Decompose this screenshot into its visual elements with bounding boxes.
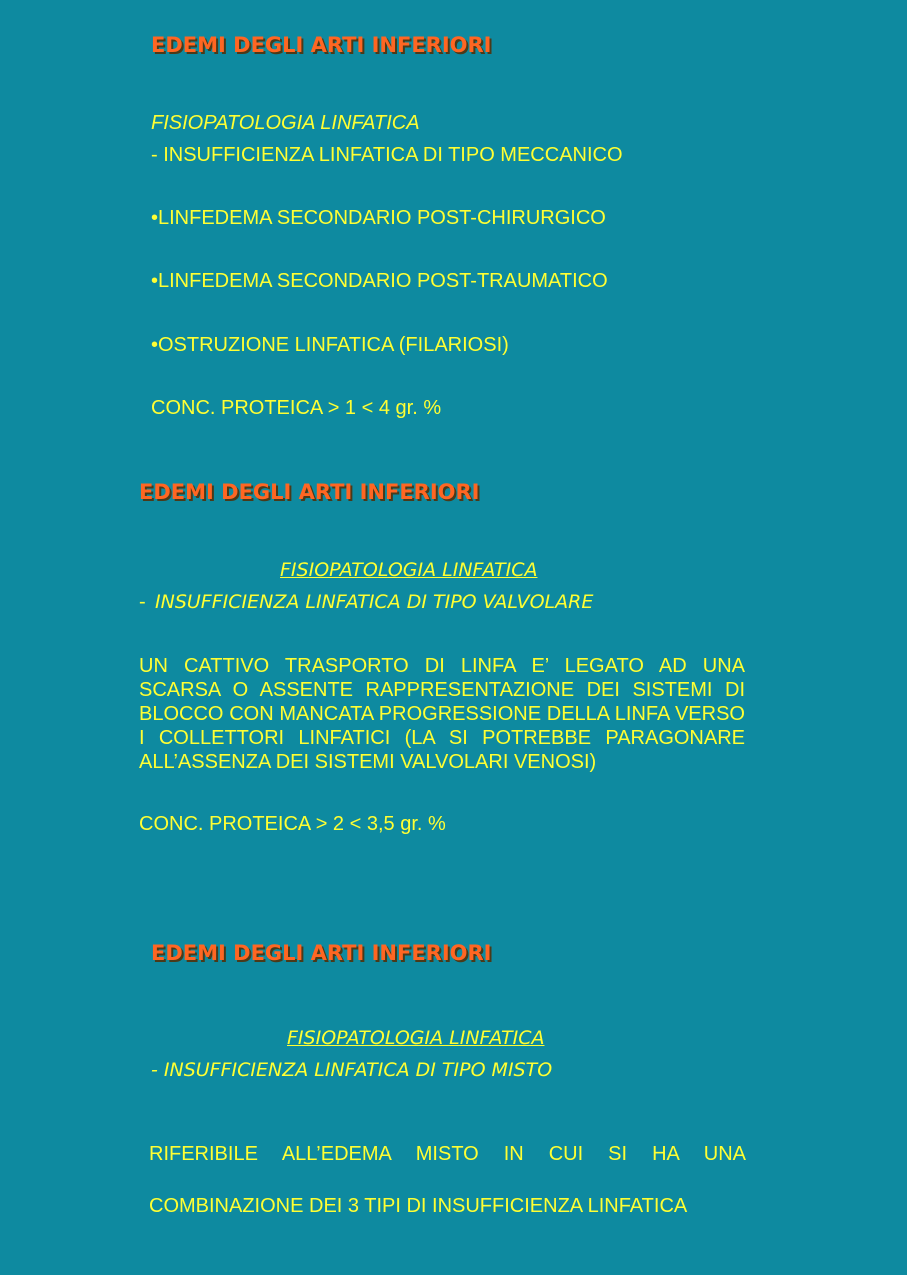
slide-3-paragraph-text: RIFERIBILE ALL’EDEMA MISTO IN CUI SI HA UNA: [149, 1143, 746, 1165]
slide-1-bullet-2: •LINFEDEMA SECONDARIO POST-TRAUMATICO: [151, 270, 608, 292]
slide-3-heading: - INSUFFICIENZA LINFATICA DI TIPO MISTO: [151, 1059, 553, 1081]
slide-1-heading: - INSUFFICIENZA LINFATICA DI TIPO MECCANICO: [151, 144, 623, 166]
slide-2-paragraph-line: ALL’ASSENZA DEI SISTEMI VALVOLARI VENOSI): [139, 751, 597, 773]
slide-2-subtitle: FISIOPATOLOGIA LINFATICA: [280, 559, 538, 581]
slide-2-paragraph-line: BLOCCO CON MANCATA PROGRESSIONE DELLA LINFA VERSO: [139, 703, 745, 725]
slide-2-paragraph-line: UN CATTIVO TRASPORTO DI LINFA E’ LEGATO AD UNA: [139, 655, 745, 677]
slide-2-paragraph-line: SCARSA O ASSENTE RAPPRESENTAZIONE DEI SISTEMI DI: [139, 679, 745, 701]
slide-3-title: EDEMI DEGLI ARTI INFERIORI: [151, 941, 492, 965]
slide-2-title: EDEMI DEGLI ARTI INFERIORI: [139, 480, 480, 504]
slide-1-protein-concentration: CONC. PROTEICA > 1 < 4 gr. %: [151, 397, 442, 419]
slide-3-paragraph-line-2: COMBINAZIONE DEI 3 TIPI DI INSUFFICIENZA LINFATICA: [149, 1195, 688, 1217]
slide-1-title: EDEMI DEGLI ARTI INFERIORI: [151, 33, 492, 57]
slide-2-paragraph-line: I COLLETTORI LINFATICI (LA SI POTREBBE PARAGONARE: [139, 727, 745, 749]
slide-2-heading: INSUFFICIENZA LINFATICA DI TIPO VALVOLARE: [155, 591, 594, 613]
slide-3-subtitle: FISIOPATOLOGIA LINFATICA: [287, 1027, 545, 1049]
slide-1-bullet-1: •LINFEDEMA SECONDARIO POST-CHIRURGICO: [151, 207, 606, 229]
slide-2-paragraph: [139, 654, 745, 774]
slide-1-bullet-3: •OSTRUZIONE LINFATICA (FILARIOSI): [151, 334, 509, 356]
slide-2-heading-dash: -: [139, 591, 146, 613]
slide-3-paragraph-line-1: [149, 1142, 746, 1166]
slide-2-protein-concentration: CONC. PROTEICA > 2 < 3,5 gr. %: [139, 813, 446, 835]
slide-1-subtitle: FISIOPATOLOGIA LINFATICA: [151, 112, 420, 134]
